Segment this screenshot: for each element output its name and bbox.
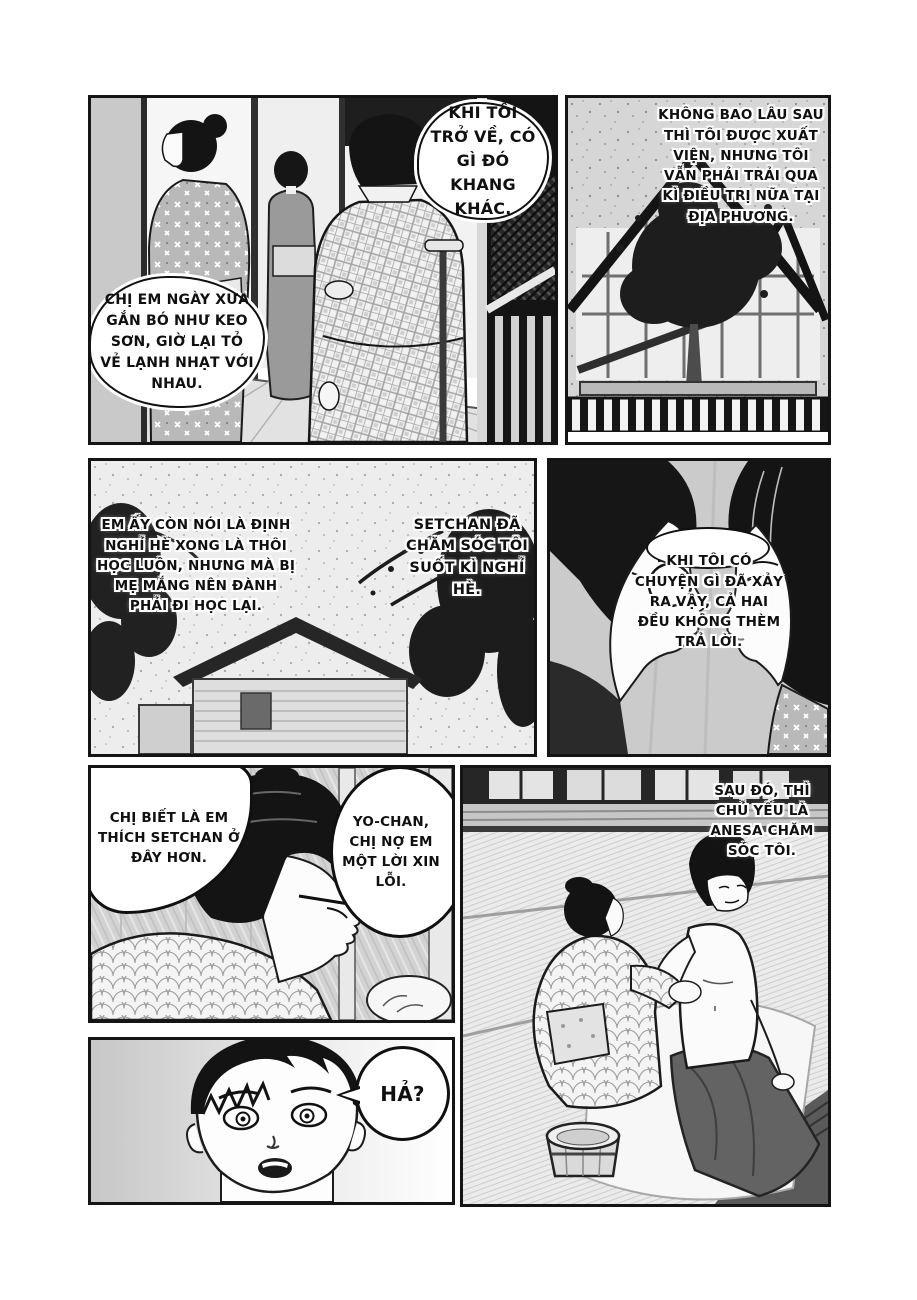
caption-text: KHÔNG BAO LÂU SAU THÌ TÔI ĐƯỢC XUẤT VIỆN, NHƯNG TÔI VẪN PHẢI TRẢI QUA KÌ ĐIỀU TRỊ NỮA TẠI ĐỊA PHƯƠNG.: [658, 107, 824, 225]
speech-bubble: [355, 1046, 450, 1141]
bubble-text: CHỊ BIẾT LÀ EM THÍCH SETCHAN Ở ĐÂY HƠN.: [97, 809, 241, 867]
caption-text: SAU ĐÓ, THÌ CHỦ YẾU LÀ ANESA CHĂM SÓC TÔI.: [710, 782, 814, 860]
panel-hallway: [88, 95, 558, 445]
panel-care-scene: [460, 765, 831, 1207]
caption-text: SETCHAN ĐÃ CHĂM SÓC TÔI SUỐT KÌ NGHỈ HÈ.: [406, 516, 528, 598]
caption-text: KHI TÔI CÓ CHUYỆN GÌ ĐÃ XẢY RA VẬY, CẢ HAI ĐỀU KHÔNG THÈM TRẢ LỜI.: [634, 553, 784, 651]
fence: [568, 382, 828, 442]
hand-with-cloth: [367, 976, 451, 1020]
speech-bubble: [89, 276, 265, 408]
panel-sister-window: [88, 765, 455, 1023]
narration-caption: [403, 488, 531, 628]
narration-caption: [633, 531, 785, 673]
bubble-text: KHI TÔI TRỞ VỀ, CÓ GÌ ĐÓ KHANG KHÁC.: [430, 103, 536, 218]
bubble-text: CHỊ EM NGÀY XƯA GẮN BÓ NHƯ KEO SƠN, GIỜ LẠI TỎ VẺ LẠNH NHẠT VỚI NHAU.: [100, 291, 254, 392]
bubble-text: YO-CHAN, CHỊ NỢ EM MỘT LỜI XIN LỖI.: [342, 813, 440, 891]
panel-house: [565, 95, 831, 445]
panel-boy-closeup: [88, 1037, 455, 1205]
bubble-text: HẢ?: [380, 1081, 425, 1106]
narration-caption: [698, 768, 826, 874]
narration-caption: [95, 503, 297, 629]
panel-profiles: [547, 458, 831, 757]
wooden-bucket: [547, 1123, 619, 1176]
panel-yard: [88, 458, 537, 757]
caption-text: EM ẤY CÒN NÓI LÀ ĐỊNH NGHỈ HÈ XONG LÀ THÔI HỌC LUÔN, NHƯNG MÀ BỊ MẸ MẮNG NÊN ĐÀNH PHẢI ĐI HỌC LẠI.: [96, 517, 296, 615]
speech-bubble: [417, 102, 549, 220]
narration-caption: [655, 103, 827, 229]
bubble-tail: [341, 1088, 363, 1102]
